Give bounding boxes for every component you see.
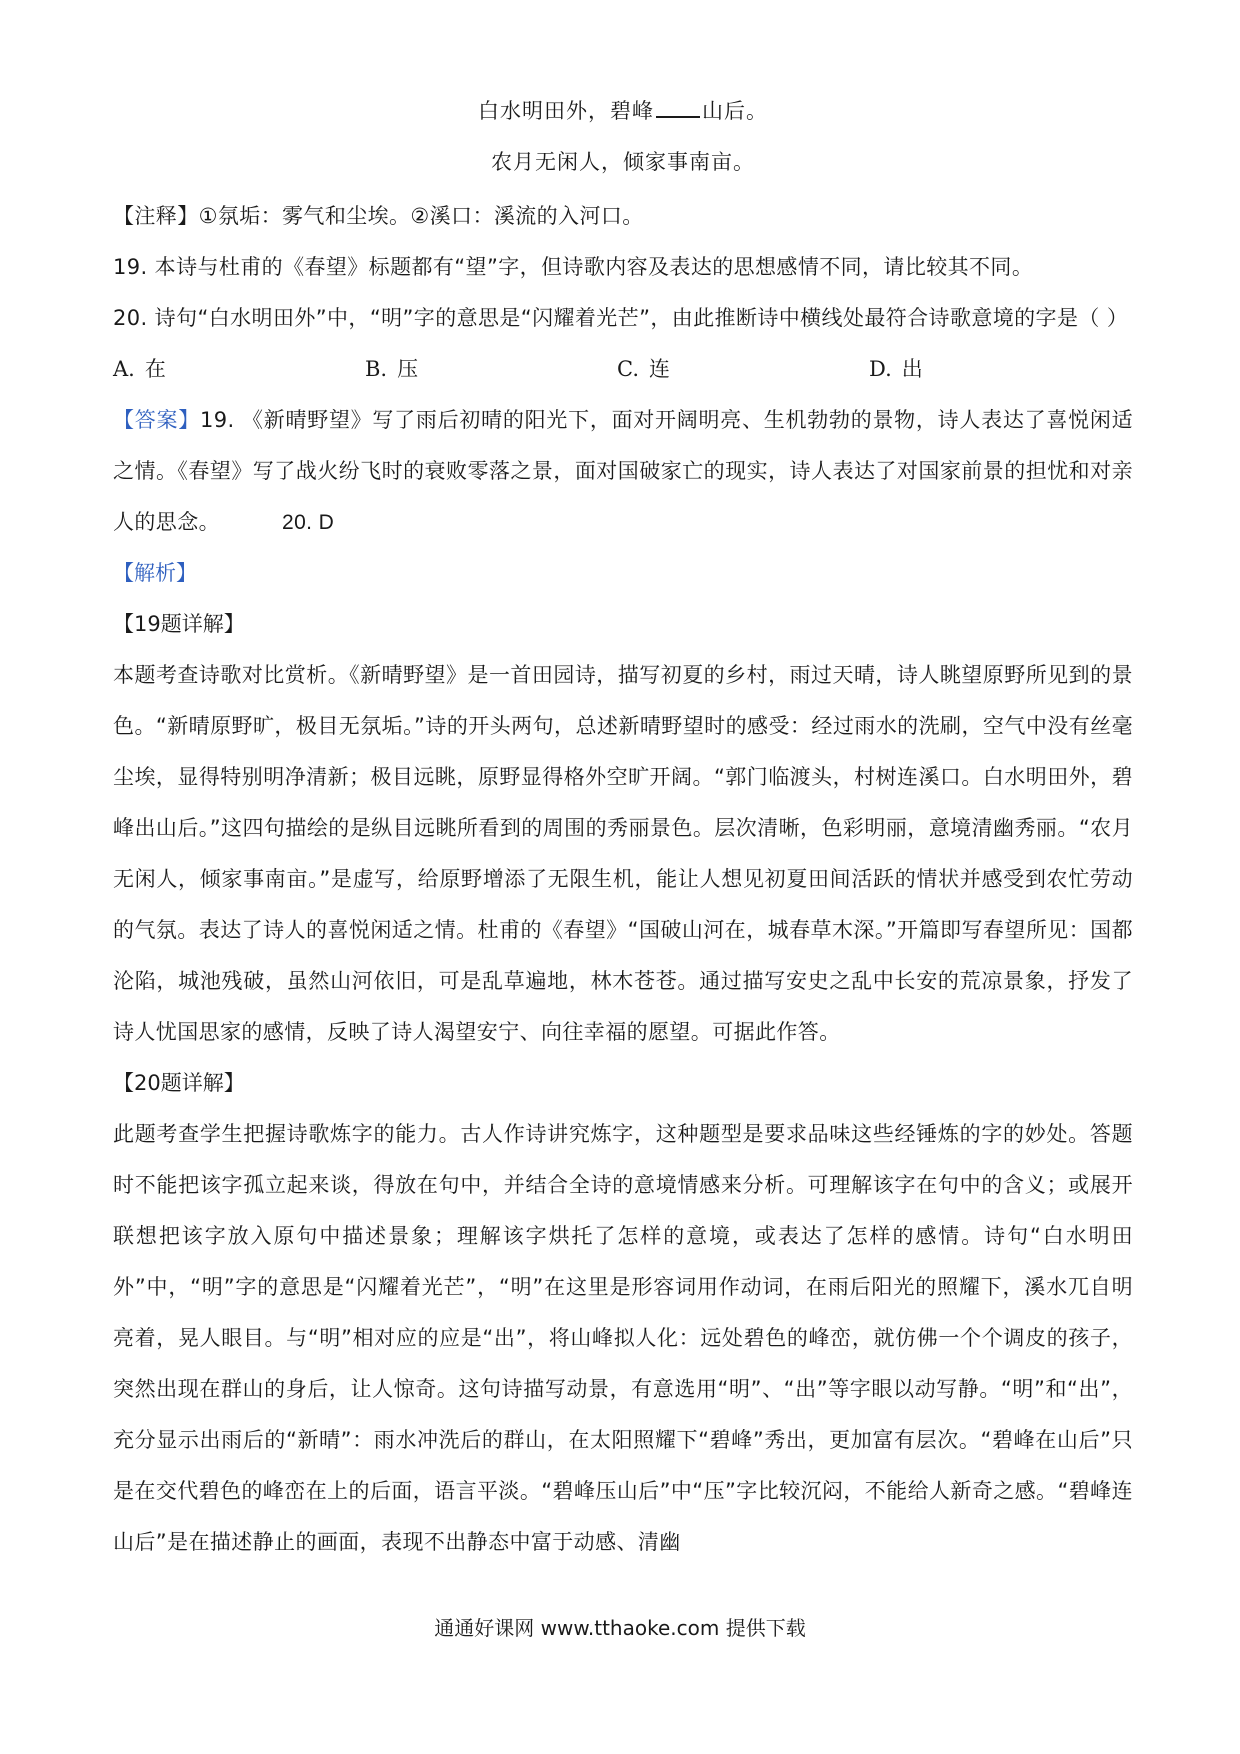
answer-block — [113, 395, 1133, 548]
heading-20-detail: 【20题详解】 — [113, 1071, 245, 1095]
answer-20: 20. D — [282, 511, 335, 534]
annotation-note: 【注释】①氛垢：雾气和尘埃。②溪口：溪流的入河口。 — [113, 204, 644, 228]
heading-19-detail: 【19题详解】 — [113, 612, 245, 636]
option-d: D. 出 — [869, 357, 923, 381]
poem-line-1 — [113, 96, 1133, 126]
option-a: A. 在 — [113, 357, 166, 381]
poem-line-1-start: 白水明田外，碧峰 — [478, 99, 654, 123]
question-19: 19. 本诗与杜甫的《春望》标题都有“望”字，但诗歌内容及表达的思想感情不同，请比较其不同。 — [113, 255, 1034, 279]
answer-text: 19. 《新晴野望》写了雨后初晴的阳光下，面对开阔明亮、生机勃勃的景物，诗人表达了喜悦闲适之情。《春望》写了战火纷飞时的衰败零落之景，面对国破家亡的现实，诗人表达了对国家前景的担忧和对亲人的思念。 — [113, 408, 1133, 534]
option-c: C. 连 — [617, 357, 670, 381]
page-content — [113, 96, 1133, 1568]
answer-options — [113, 344, 1133, 395]
option-b: B. 压 — [365, 357, 419, 381]
answer-label: 【答案】 — [113, 408, 200, 432]
question-20: 20. 诗句“白水明田外”中，“明”字的意思是“闪耀着光芒”，由此推断诗中横线处最符合诗歌意境的字是（ ） — [113, 306, 1129, 330]
analysis-20-text: 此题考查学生把握诗歌炼字的能力。古人作诗讲究炼字，这种题型是要求品味这些经锤炼的字的妙处。答题时不能把该字孤立起来谈，得放在句中，并结合全诗的意境情感来分析。可理解该字在句中的含义；或展开联想把该字放入原句中描述景象；理解该字烘托了怎样的意境，或表达了怎样的感情。诗句“白水明田外”中，“明”字的意思是“闪耀着光芒”，“明”在这里是形容词用作动词，在雨后阳光的照耀下，溪水兀自明亮着，晃人眼目。与“明”相对应的应是“出”，将山峰拟人化：远处碧色的峰峦，就仿佛一个个调皮的孩子，突然出现在群山的身后，让人惊奇。这句诗描写动景，有意选用“明”、“出”等字眼以动写静。“明”和“出”，充分显示出雨后的“新晴”：雨水冲洗后的群山，在太阳照耀下“碧峰”秀出，更加富有层次。“碧峰在山后”只是在交代碧色的峰峦在上的后面，语言平淡。“碧峰压山后”中“压”字比较沉闷，不能给人新奇之感。“碧峰连山后”是在描述静止的画面，表现不出静态中富于动感、清幽 — [113, 1122, 1133, 1554]
analysis-label: 【解析】 — [113, 561, 197, 585]
poem-line-1-end: 山后。 — [702, 99, 768, 123]
fill-in-blank — [656, 96, 700, 118]
analysis-19-text: 本题考查诗歌对比赏析。《新晴野望》是一首田园诗，描写初夏的乡村，雨过天晴，诗人眺望原野所见到的景色。“新晴原野旷，极目无氛垢。”诗的开头两句，总述新晴野望时的感受：经过雨水的洗刷，空气中没有丝毫尘埃，显得特别明净清新；极目远眺，原野显得格外空旷开阔。“郭门临渡头，村树连溪口。白水明田外，碧峰出山后。”这四句描绘的是纵目远眺所看到的周围的秀丽景色。层次清晰，色彩明丽，意境清幽秀丽。“农月无闲人，倾家事南亩。”是虚写，给原野增添了无限生机，能让人想见初夏田间活跃的情状并感受到农忙劳动的气氛。表达了诗人的喜悦闲适之情。杜甫的《春望》“国破山河在，城春草木深。”开篇即写春望所见：国都沦陷，城池残破，虽然山河依旧，可是乱草遍地，林木苍苍。通过描写安史之乱中长安的荒凉景象，抒发了诗人忧国思家的感情，反映了诗人渴望安宁、向往幸福的愿望。可据此作答。 — [113, 663, 1133, 1044]
page-footer: 通通好课网 www.tthaoke.com 提供下载 — [434, 1616, 806, 1640]
poem-line-2: 农月无闲人，倾家事南亩。 — [491, 150, 755, 174]
